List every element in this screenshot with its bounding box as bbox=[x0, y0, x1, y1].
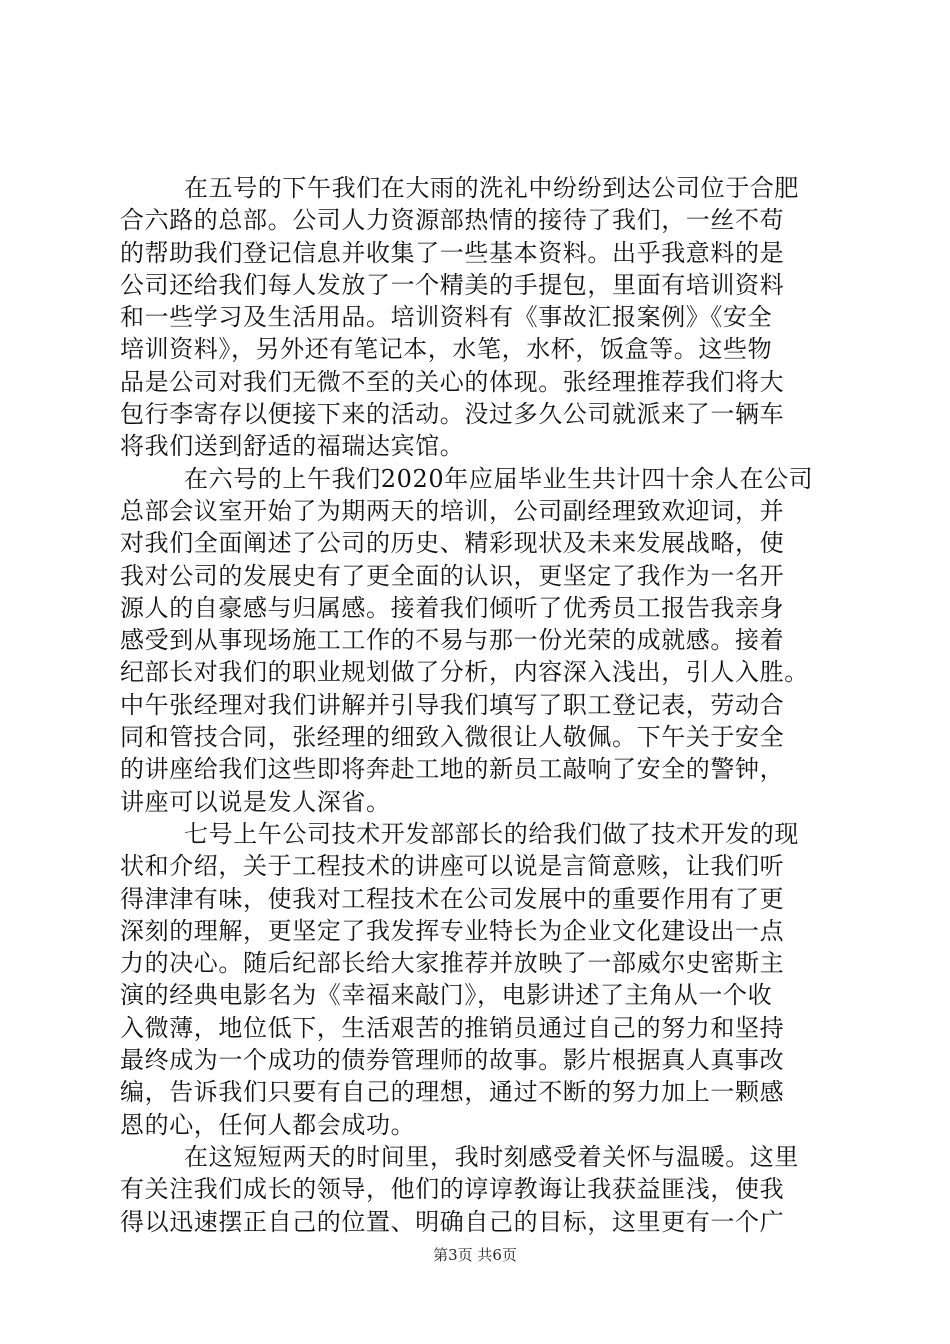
text-line: 在六号的上午我们2020年应届毕业生共计四十余人在公司 bbox=[184, 464, 814, 493]
text-line: 的帮助我们登记信息并收集了一些基本资料。出乎我意料的是 bbox=[120, 238, 785, 267]
text-line: 编，告诉我们只要有自己的理想，通过不断的努力加上一颗感 bbox=[120, 1078, 785, 1107]
text-line: 公司还给我们每人发放了一个精美的手提包，里面有培训资料 bbox=[120, 270, 785, 299]
text-line: 纪部长对我们的职业规划做了分析，内容深入浅出，引人入胜。 bbox=[120, 658, 809, 687]
text-line: 我对公司的发展史有了更全面的认识，更坚定了我作为一名开 bbox=[120, 561, 785, 590]
page-footer bbox=[0, 1245, 950, 1265]
text-line: 和一些学习及生活用品。培训资料有《事故汇报案例》《安全 bbox=[120, 303, 773, 332]
text-line: 七号上午公司技术开发部部长的给我们做了技术开发的现 bbox=[184, 819, 799, 848]
text-line: 对我们全面阐述了公司的历史、精彩现状及未来发展战略，使 bbox=[120, 529, 785, 558]
text-line: 培训资料》，另外还有笔记本，水笔，水杯，饭盒等。这些物 bbox=[120, 335, 773, 364]
text-line: 得以迅速摆正自己的位置、明确自己的目标，这里更有一个广 bbox=[120, 1207, 785, 1236]
text-line: 中午张经理对我们讲解并引导我们填写了职工登记表，劳动合 bbox=[120, 690, 785, 719]
text-line: 最终成为一个成功的债券管理师的故事。影片根据真人真事改 bbox=[120, 1046, 785, 1075]
text-line: 恩的心，任何人都会成功。 bbox=[120, 1110, 416, 1139]
text-line: 入微薄，地位低下，生活艰苦的推销员通过自己的努力和坚持 bbox=[120, 1013, 785, 1042]
text-line: 状和介绍，关于工程技术的讲座可以说是言简意赅，让我们听 bbox=[120, 852, 785, 881]
text-line: 感受到从事现场施工工作的不易与那一份光荣的成就感。接着 bbox=[120, 626, 785, 655]
text-line: 品是公司对我们无微不至的关心的体现。张经理推荐我们将大 bbox=[120, 367, 785, 396]
text-line: 的讲座给我们这些即将奔赴工地的新员工敲响了安全的警钟， bbox=[120, 755, 785, 784]
text-line: 得津津有味，使我对工程技术在公司发展中的重要作用有了更 bbox=[120, 884, 785, 913]
text-line: 力的决心。随后纪部长给大家推荐并放映了一部威尔史密斯主 bbox=[120, 949, 785, 978]
text-line: 同和管技合同，张经理的细致入微很让人敬佩。下午关于安全 bbox=[120, 723, 785, 752]
text-line: 有关注我们成长的领导，他们的谆谆教诲让我获益匪浅，使我 bbox=[120, 1175, 785, 1204]
text-line: 总部会议室开始了为期两天的培训，公司副经理致欢迎词，并 bbox=[120, 496, 785, 525]
body-text bbox=[120, 172, 840, 1238]
page-number-label: 第3页 共6页 bbox=[433, 1246, 517, 1264]
text-line: 合六路的总部。公司人力资源部热情的接待了我们，一丝不苟 bbox=[120, 206, 785, 235]
text-line: 在五号的下午我们在大雨的洗礼中纷纷到达公司位于合肥 bbox=[184, 174, 799, 202]
text-line: 将我们送到舒适的福瑞达宾馆。 bbox=[120, 432, 465, 461]
text-line: 深刻的理解，更坚定了我发挥专业特长为企业文化建设出一点 bbox=[120, 916, 785, 945]
text-line: 讲座可以说是发人深省。 bbox=[120, 787, 391, 816]
text-line: 在这短短两天的时间里，我时刻感受着关怀与温暖。这里 bbox=[184, 1142, 799, 1171]
text-line: 包行李寄存以便接下来的活动。没过多久公司就派来了一辆车 bbox=[120, 400, 785, 429]
text-line: 源人的自豪感与归属感。接着我们倾听了优秀员工报告我亲身 bbox=[120, 593, 785, 622]
text-line: 演的经典电影名为《幸福来敲门》，电影讲述了主角从一个收 bbox=[120, 981, 773, 1010]
